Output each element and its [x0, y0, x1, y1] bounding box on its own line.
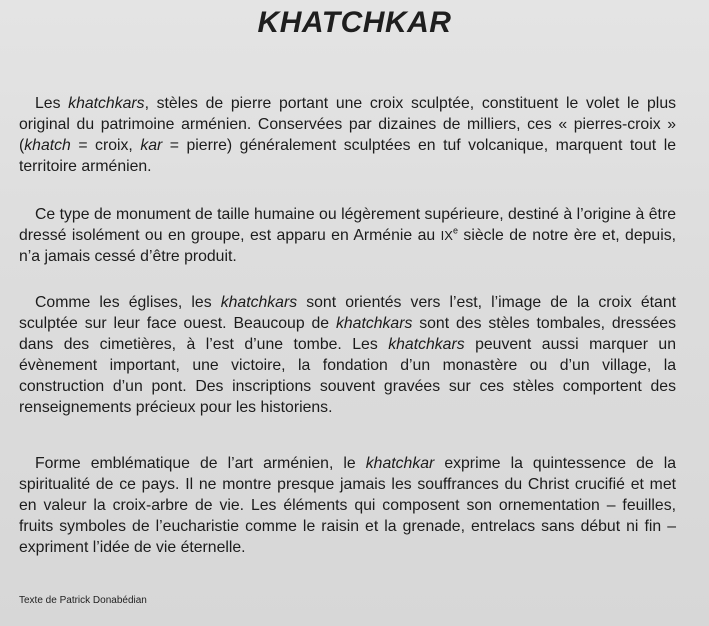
- text-run: siècle de notre ère et, depuis, n’a jamais cessé d’être produit.: [19, 227, 676, 265]
- paragraph-4: [19, 453, 676, 558]
- text-run: = croix,: [70, 137, 141, 154]
- text-run: peuvent aussi marquer un évènement important, une victoire, la fondation d’un monastère ou d’un village, la construction d’un pont. Des inscriptions souvent gravées sur ces stèles comportent des renseignements précieux pour les historiens.: [19, 336, 677, 416]
- paragraph-2: [19, 204, 676, 267]
- text-run: Forme emblématique de l’art arménien, le: [35, 455, 366, 472]
- text-run: = pierre) généralement sculptées en tuf volcanique, marquent tout le territoire arménien.: [19, 137, 676, 175]
- italic-term: khatchkars: [220, 294, 298, 311]
- superscript: e: [452, 225, 458, 236]
- italic-term: khatchkar: [365, 455, 435, 472]
- italic-term: khatchkars: [388, 336, 465, 353]
- text-run: exprime la quintessence de la spiritualité de ce pays. Il ne montre presque jamais les souffrances du Christ crucifié et met en valeur la croix-arbre de vie. Les éléments qui composent son ornementation – feuilles, fruits symboles de l’eucharistie comme le raisin et la grenade, entrelacs sans début ni fin – expriment l’idée de vie éternelle.: [19, 455, 677, 556]
- text-run: , stèles de pierre portant une croix sculptée, constituent le volet le plus original du patrimoine arménien. Conservées par dizaines de milliers, ces « pierres-croix » (: [19, 95, 677, 154]
- italic-term: khatchkars: [68, 95, 145, 112]
- italic-term: khatch: [24, 137, 71, 154]
- text-run: Ce type de monument de taille humaine ou légèrement supérieure, destiné à l’origine à être dressé isolément ou en groupe, est apparu en Arménie au: [19, 206, 676, 244]
- author-credit: Texte de Patrick Donabédian: [19, 595, 147, 606]
- text-run: sont orientés vers l’est, l’image de la croix étant sculptée sur leur face ouest. Beaucoup de: [19, 294, 676, 332]
- roman-numeral: IX: [440, 228, 453, 243]
- page-title: KHATCHKAR: [257, 6, 452, 39]
- paragraph-3: [19, 292, 676, 418]
- italic-term: khatchkars: [335, 315, 413, 332]
- paragraph-1: [19, 93, 676, 177]
- text-run: Comme les églises, les: [35, 294, 221, 311]
- text-run: Les: [35, 95, 69, 112]
- text-run: sont des stèles tombales, dressées dans des cimetières, à l’est d’une tombe. Les: [19, 315, 676, 353]
- italic-term: kar: [140, 137, 163, 154]
